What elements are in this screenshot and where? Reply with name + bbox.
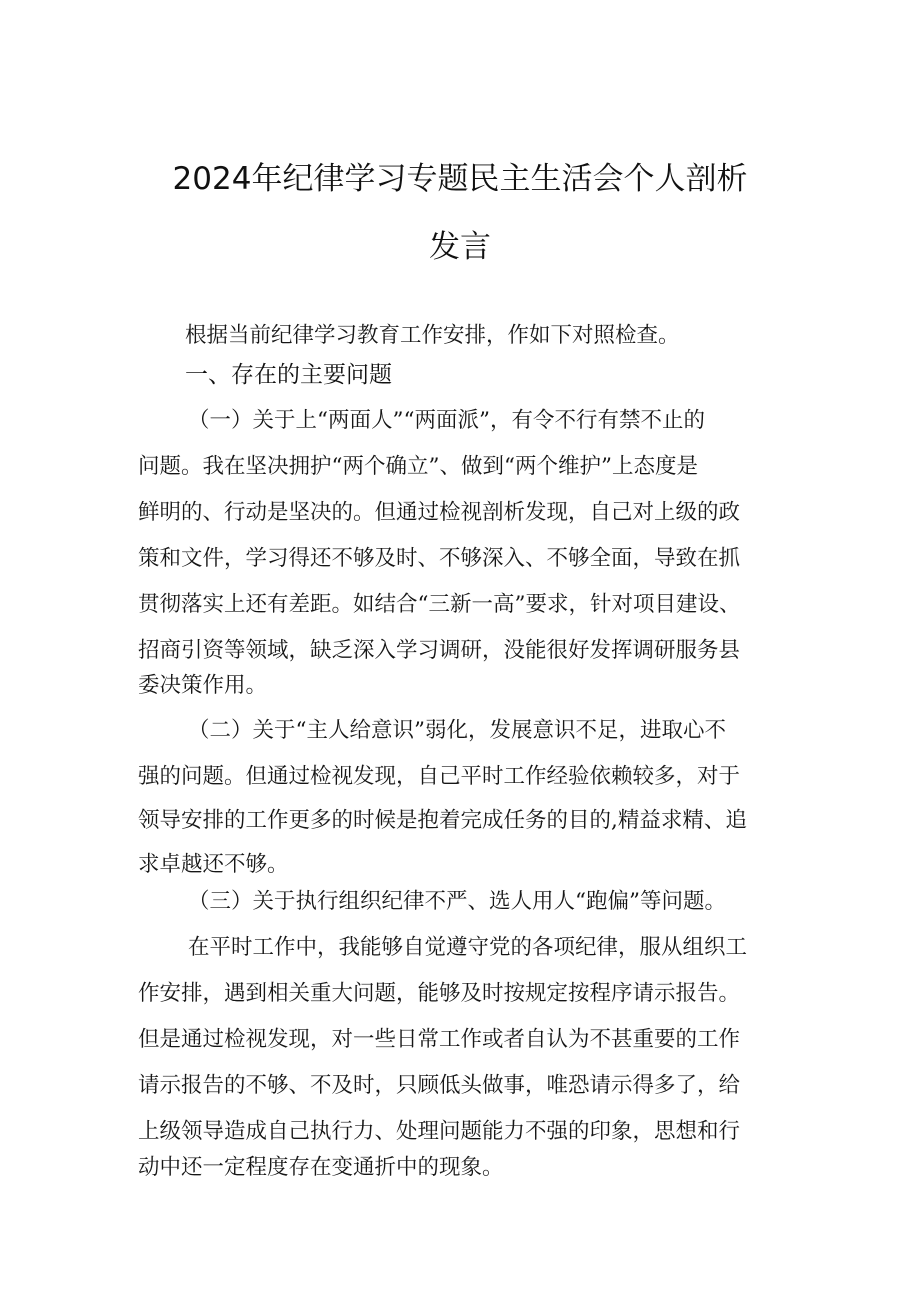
item1-line: 招商引资等领域，缺乏深入学习调研，没能很好发挥调研服务县 [138,638,741,663]
item2-line: 领导安排的工作更多的时候是抱着完成任务的目的,精益求精、追 [138,808,747,833]
item3-line: 在平时工作中，我能够自觉遵守党的各项纪律，服从组织工 [188,935,748,960]
item2-line: 求卓越还不够。 [138,852,289,877]
item3-heading: （三）关于执行组织纪律不严、选人用人“跑偏”等问题。 [188,889,726,914]
item1-line: 贯彻落实上还有差距。如结合“三新一高”要求，针对项目建设、 [138,592,741,617]
item3-line: 请示报告的不够、不及时，只顾低头做事，唯恐请示得多了，给 [138,1073,741,1098]
item1-line: 鲜明的、行动是坚决的。但通过检视剖析发现，自己对上级的政 [138,500,741,525]
section-heading-main-problems: 一、存在的主要问题 [185,362,392,388]
item1-line: 问题。我在坚决拥护“两个确立”、做到“两个维护”上态度是 [138,454,698,479]
item3-line: 上级领导造成自己执行力、处理问题能力不强的印象，思想和行 [138,1119,741,1144]
document-title-line-2: 发言 [429,229,491,265]
item1-line: 委决策作用。 [138,673,268,698]
item3-line: 动中还一定程度存在变通折中的现象。 [138,1155,504,1180]
item2-line: 强的问题。但通过检视发现，自己平时工作经验依赖较多，对于 [138,764,741,789]
item3-line: 但是通过检视发现，对一些日常工作或者自认为不甚重要的工作 [138,1027,741,1052]
document-title-line-1: 2024年纪律学习专题民主生活会个人剖析 [172,161,748,197]
item2-line: （二）关于“主人给意识”弱化，发展意识不足，进取心不 [188,718,726,743]
intro-paragraph: 根据当前纪律学习教育工作安排，作如下对照检查。 [185,323,680,348]
item3-line: 作安排，遇到相关重大问题，能够及时按规定按程序请示报告。 [138,981,741,1006]
item1-line: （一）关于上“两面人”“两面派”，有令不行有禁不止的 [188,408,705,433]
item1-line: 策和文件，学习得还不够及时、不够深入、不够全面，导致在抓 [138,546,741,571]
